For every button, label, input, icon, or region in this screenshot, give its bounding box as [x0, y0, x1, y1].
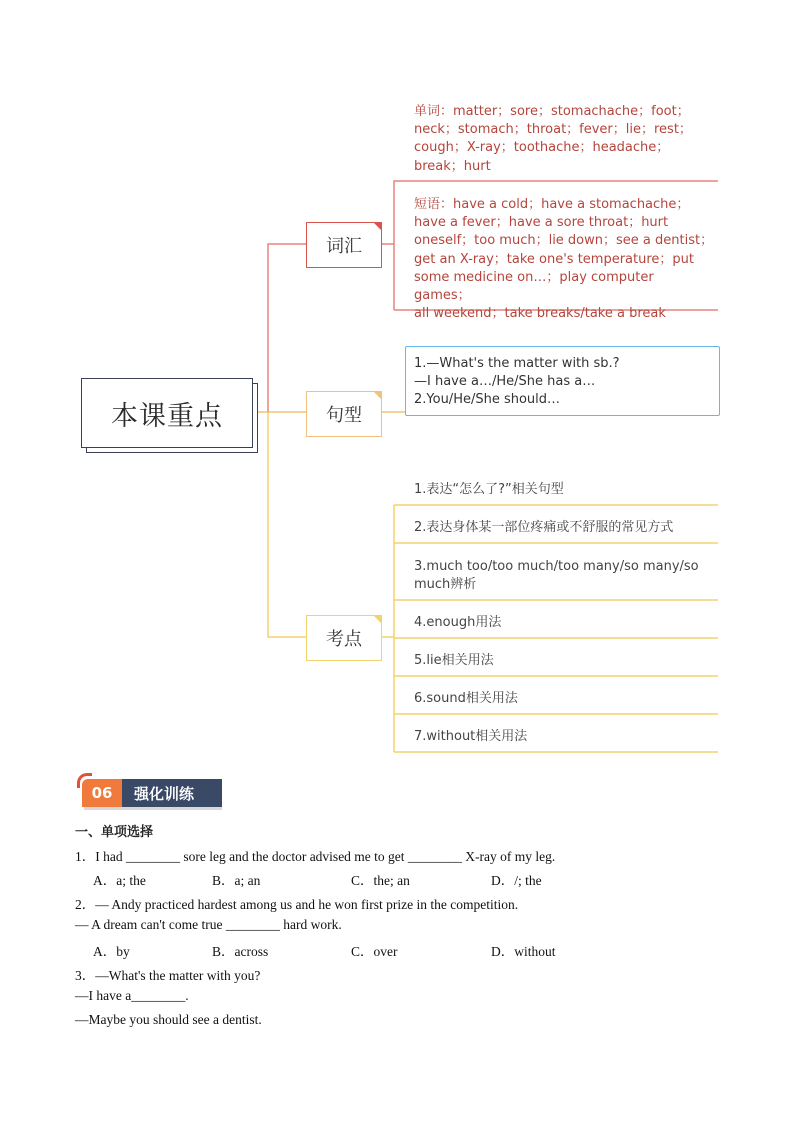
sentence-patterns-box: [405, 346, 720, 416]
q1-option-d[interactable]: D．/; the: [491, 873, 542, 888]
key-point-1: 1.表达“怎么了?”相关句型: [414, 482, 564, 497]
key-point-7: 7.without相关用法: [414, 729, 528, 744]
question-3-line2: —I have a________.: [75, 988, 189, 1003]
q2-option-d[interactable]: D．without: [491, 944, 556, 959]
key-point-4: 4.enough用法: [414, 615, 502, 630]
key-point-3-cont: much辨析: [414, 577, 477, 592]
vocab-words-line: 单词：matter；sore；stomachache；foot；: [414, 104, 690, 119]
vocab-phrases-line: oneself；too much；lie down；see a dentist；: [414, 233, 714, 249]
vocab-words-line: break；hurt: [414, 158, 491, 174]
vocab-phrases-line: 短语：have a cold；have a stomachache；: [414, 197, 690, 212]
vocab-words-line: neck；stomach；throat；fever；lie；rest；: [414, 122, 692, 138]
category-points-label: 考点: [326, 629, 362, 650]
fold-corner-icon: [373, 615, 382, 624]
category-vocab: [306, 222, 382, 268]
sentence-pattern-line: 1.—What's the matter with sb.?: [414, 356, 620, 371]
fold-corner-icon: [373, 222, 382, 231]
vocab-phrases-line: some medicine on…；play computer games；: [414, 269, 654, 304]
category-points: [306, 615, 382, 661]
vocab-phrases-line: get an X-ray；take one's temperature；put: [414, 251, 695, 267]
category-sentence: [306, 391, 382, 437]
vocab-phrases-line: all weekend；take breaks/take a break: [414, 306, 666, 322]
question-2-stem: 2．— Andy practiced hardest among us and he won first prize in the competition.: [75, 897, 519, 912]
q2-option-b[interactable]: B．across: [212, 944, 269, 959]
section-number: 06: [82, 779, 122, 807]
q1-option-a[interactable]: A．a; the: [93, 873, 146, 888]
question-1-stem: 1．I had ________ sore leg and the doctor advised me to get ________ X-ray of my leg.: [75, 849, 556, 864]
q1-option-c[interactable]: C．the; an: [351, 873, 410, 888]
sentence-pattern-line: 2.You/He/She should…: [414, 392, 561, 407]
exercise-heading: 一、单项选择: [75, 825, 154, 840]
key-point-3: 3.much too/too much/too many/so many/so: [414, 559, 699, 574]
question-3-stem: 3．—What's the matter with you?: [75, 968, 261, 983]
category-vocab-label: 词汇: [326, 236, 362, 257]
vocab-phrases-line: have a fever；have a sore throat；hurt: [414, 215, 669, 231]
vocab-words-line: cough；X-ray；toothache；headache；: [414, 140, 670, 156]
section-shadow: [84, 807, 222, 810]
question-3-line3: —Maybe you should see a dentist.: [75, 1012, 262, 1027]
key-point-6: 6.sound相关用法: [414, 691, 518, 706]
section-title: 强化训练: [122, 779, 222, 807]
vocab-words: [414, 103, 714, 176]
q2-option-a[interactable]: A．by: [93, 944, 130, 959]
key-point-5: 5.lie相关用法: [414, 653, 494, 668]
mindmap-main-title: 本课重点: [81, 378, 253, 448]
category-sentence-label: 句型: [326, 405, 362, 426]
vocab-phrases: [414, 196, 714, 323]
q2-option-c[interactable]: C．over: [351, 944, 398, 959]
sentence-pattern-line: —I have a…/He/She has a…: [414, 374, 596, 389]
key-point-2: 2.表达身体某一部位疼痛或不舒服的常见方式: [414, 520, 674, 535]
q1-option-b[interactable]: B．a; an: [212, 873, 261, 888]
fold-corner-icon: [373, 391, 382, 400]
question-2-line2: — A dream can't come true ________ hard work.: [75, 917, 342, 932]
